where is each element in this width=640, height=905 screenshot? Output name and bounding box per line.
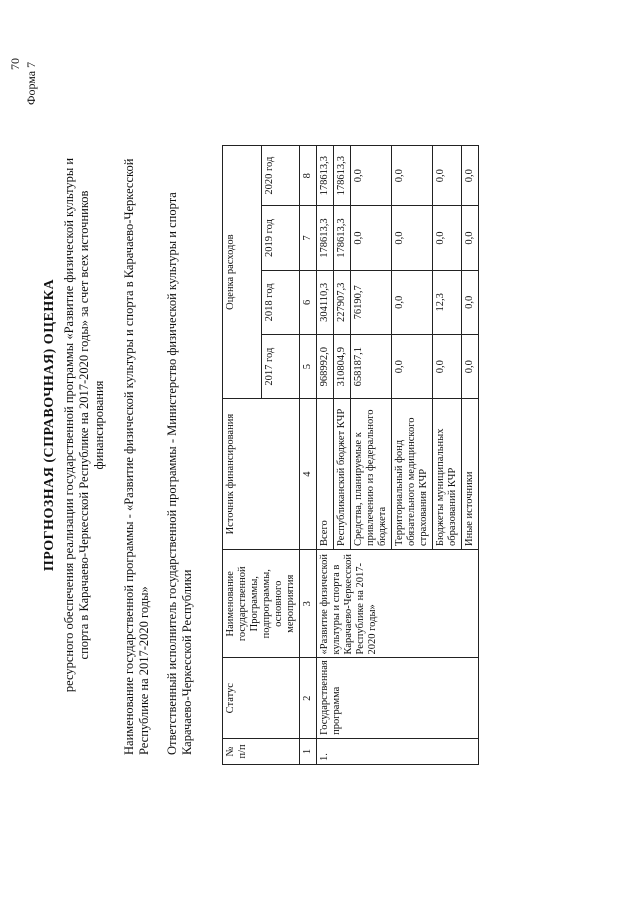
header-name: Наименование государственной Программы, подпрограммы, основного мероприятия	[223, 549, 300, 658]
value-cell: 0,0	[392, 334, 433, 398]
form-label: Форма 7	[24, 61, 38, 105]
responsible-executor: Ответственный исполнитель государственной программы - Министерство физической культуры и спорта Карачаево-Черкесской Республики	[165, 192, 194, 755]
source-label: Бюджеты муниципальных образований КЧР	[433, 399, 462, 550]
row-number: 1.	[317, 738, 479, 764]
column-number: 8	[300, 146, 317, 206]
column-number: 5	[300, 334, 317, 398]
column-number: 4	[300, 399, 317, 550]
value-cell: 178613,3	[334, 206, 351, 270]
column-number: 3	[300, 549, 317, 658]
row-program-name: «Развитие физической культуры и спорта в Карачаево-Черкесской Республике на 2017-2020 годы»	[317, 549, 479, 658]
value-cell: 76190,7	[351, 270, 392, 334]
program-name: Наименование государственной программы - «Развитие физической культуры и спорта в Карачаево-Черкесской Республике на 2017-2020 годы»	[122, 158, 151, 755]
header-year: 2020 год	[261, 146, 300, 206]
value-cell: 227907,3	[334, 270, 351, 334]
header-expenses: Оценка расходов	[223, 146, 262, 399]
funding-table	[222, 145, 479, 765]
value-cell: 0,0	[351, 146, 392, 206]
source-label: Средства, планируемые к привлечению из федерального бюджета	[351, 399, 392, 550]
value-cell: 310804,9	[334, 334, 351, 398]
value-cell: 0,0	[433, 206, 462, 270]
value-cell: 0,0	[462, 146, 479, 206]
value-cell: 0,0	[433, 146, 462, 206]
value-cell: 178613,3	[334, 146, 351, 206]
source-label: Территориальный фонд обязательного медицинского страхования КЧР	[392, 399, 433, 550]
header-year: 2017 год	[261, 334, 300, 398]
document-subtitle: ресурсного обеспечения реализации государственной программы «Развитие физической культуры и спорта в Карачаево-Черкесской Республике на 2017-2020 годы» за счет всех источников финансирования	[62, 157, 106, 693]
column-number: 2	[300, 658, 317, 738]
value-cell: 178613,3	[317, 206, 334, 270]
source-label: Республиканский бюджет КЧР	[334, 399, 351, 550]
page-number: 70	[8, 58, 22, 70]
header-num: № п/п	[223, 738, 300, 764]
value-cell: 0,0	[433, 334, 462, 398]
value-cell: 0,0	[462, 334, 479, 398]
header-row	[223, 146, 262, 765]
column-number: 6	[300, 270, 317, 334]
value-cell: 12,3	[433, 270, 462, 334]
value-cell: 0,0	[392, 146, 433, 206]
source-label: Всего	[317, 399, 334, 550]
table-row	[317, 146, 334, 765]
value-cell: 0,0	[392, 270, 433, 334]
header-source: Источник финансирования	[223, 399, 300, 550]
column-numbers-row	[300, 146, 317, 765]
value-cell: 968992,0	[317, 334, 334, 398]
header-year: 2019 год	[261, 206, 300, 270]
value-cell: 178613,3	[317, 146, 334, 206]
row-status: Государственная программа	[317, 658, 479, 738]
value-cell: 0,0	[392, 206, 433, 270]
value-cell: 0,0	[462, 270, 479, 334]
value-cell: 658187,1	[351, 334, 392, 398]
column-number: 7	[300, 206, 317, 270]
document-title: ПРОГНОЗНАЯ (СПРАВОЧНАЯ) ОЦЕНКА	[42, 278, 57, 572]
value-cell: 304110,3	[317, 270, 334, 334]
column-number: 1	[300, 738, 317, 764]
header-status: Статус	[223, 658, 300, 738]
source-label: Иные источники	[462, 399, 479, 550]
header-year: 2018 год	[261, 270, 300, 334]
value-cell: 0,0	[351, 206, 392, 270]
value-cell: 0,0	[462, 206, 479, 270]
